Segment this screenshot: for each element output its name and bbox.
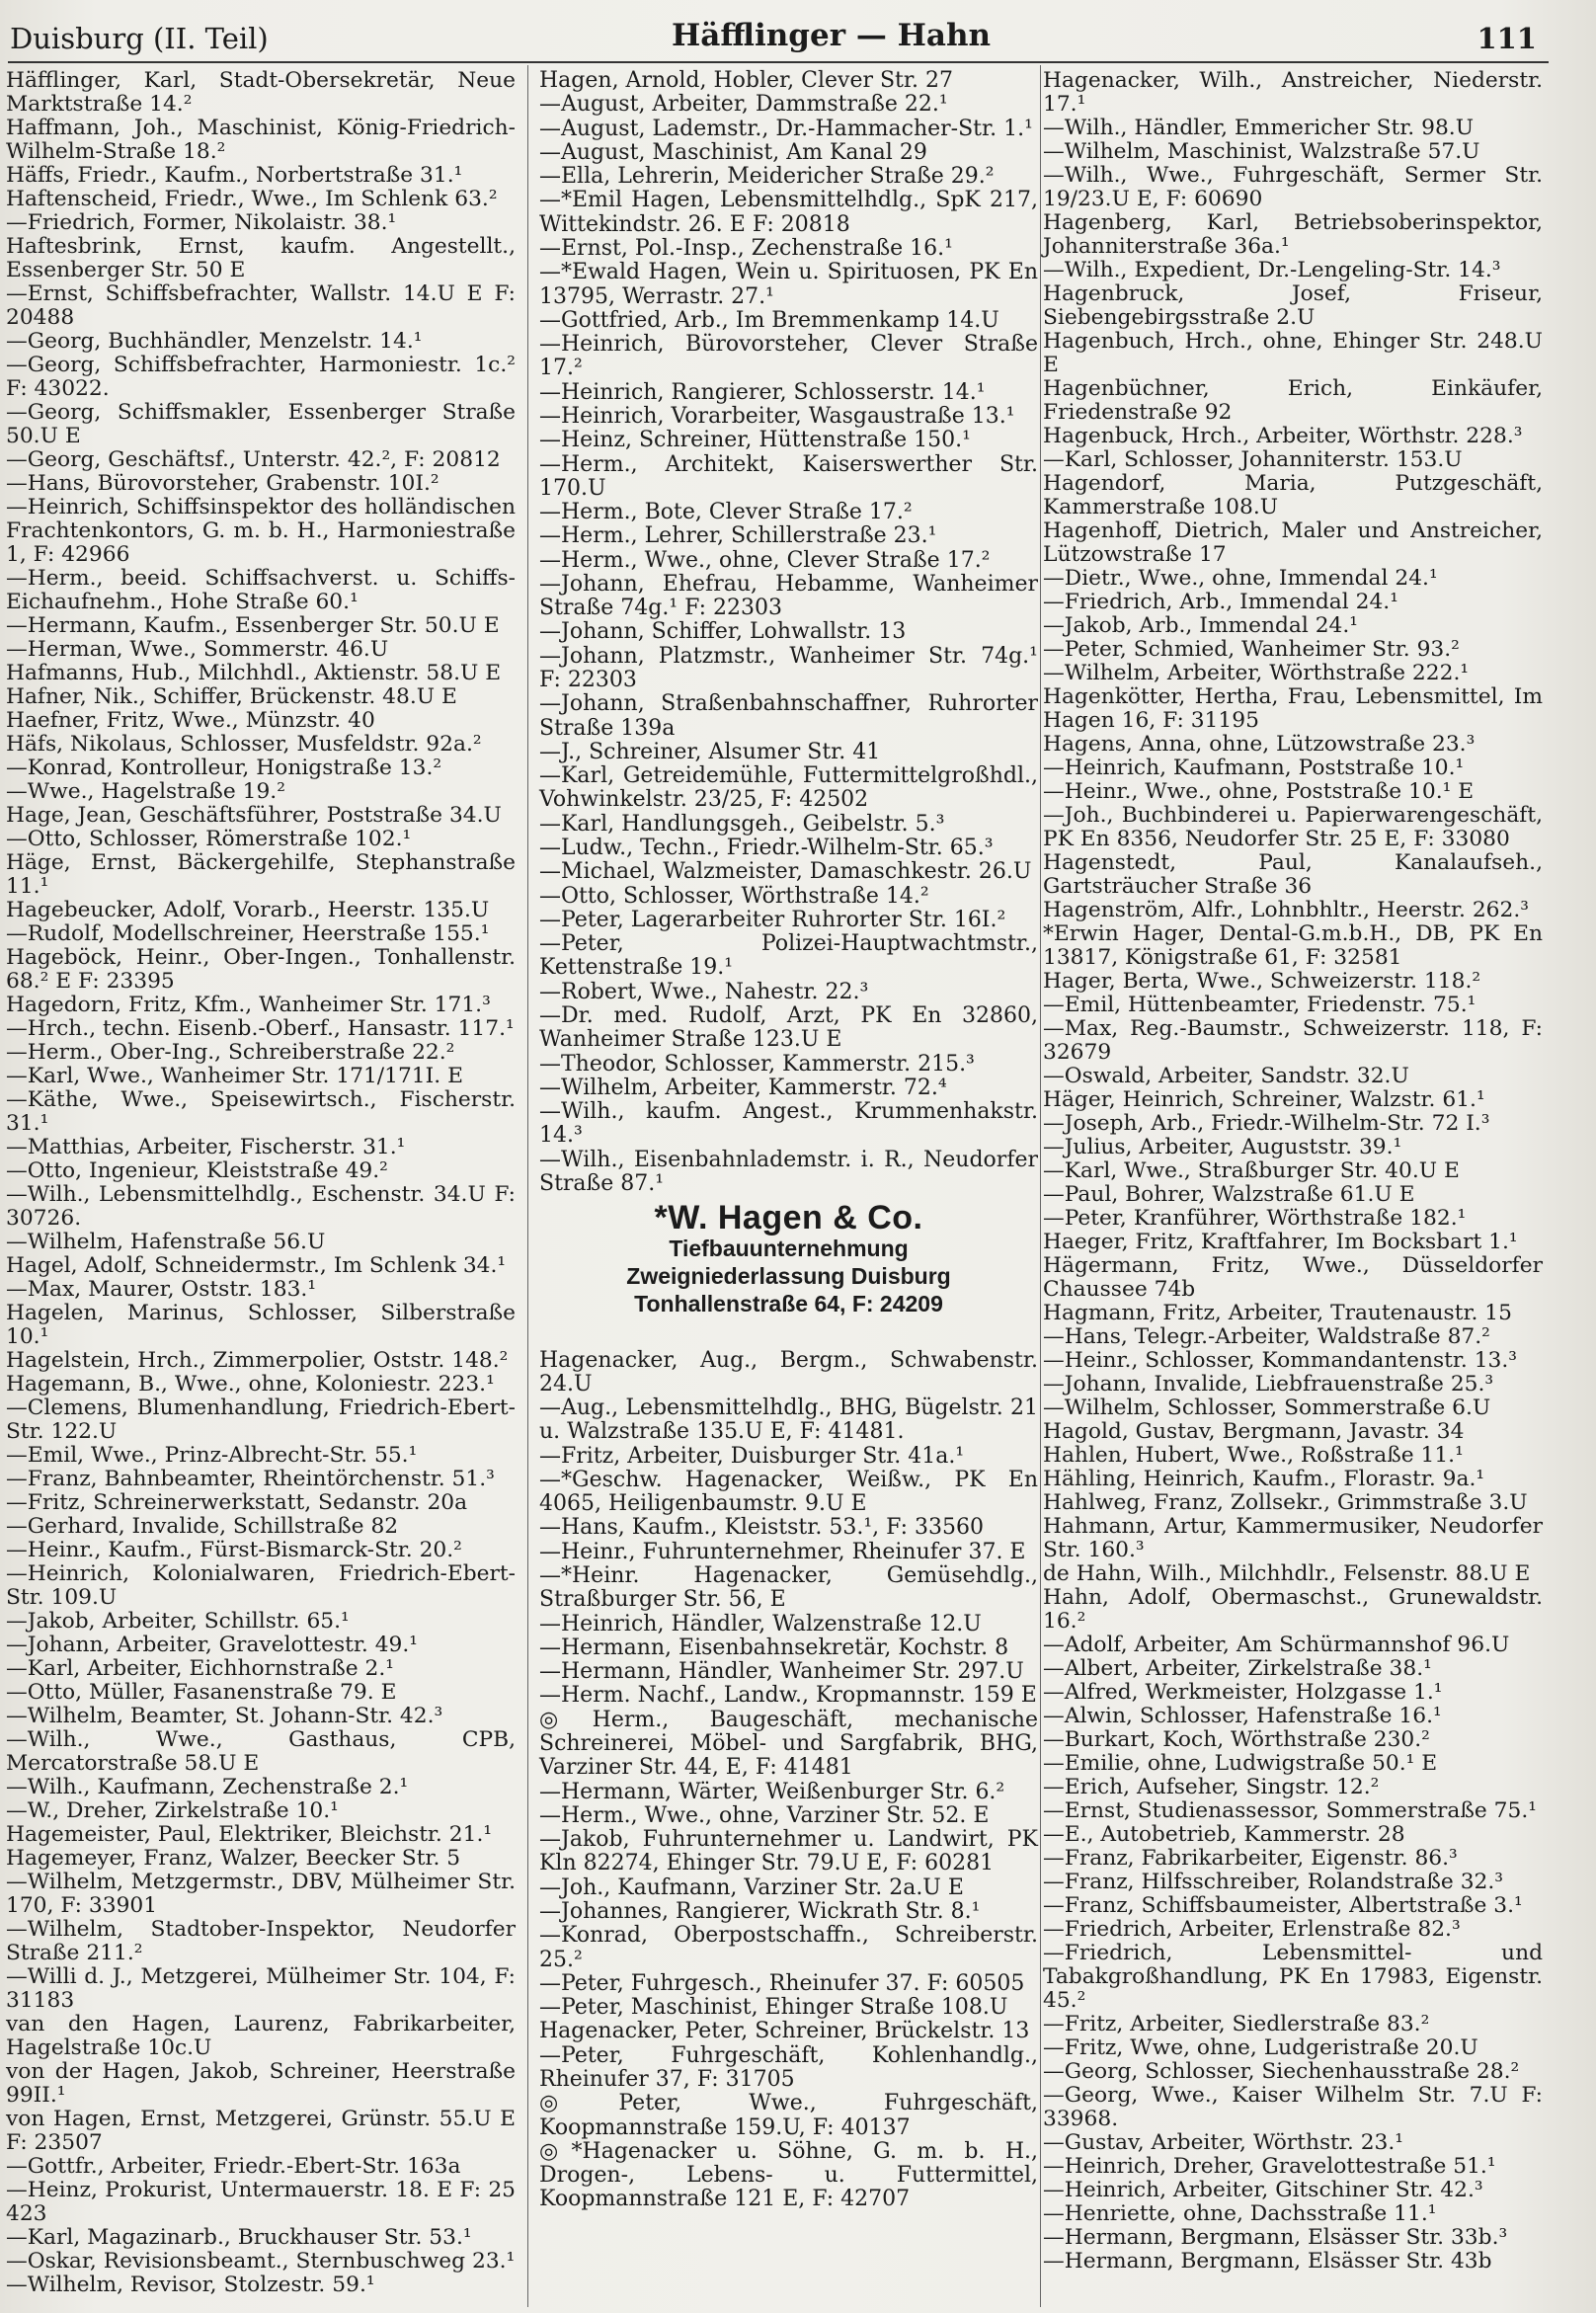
directory-entry: —Peter, Fuhrgeschäft, Kohlenhandlg., Rheinufer 37, F: 31705 — [539, 2042, 1038, 2092]
directory-entry: Hagenstedt, Paul, Kanalaufseh., Gartsträucher Straße 36 — [1043, 850, 1543, 899]
directory-entry: —Peter, Polizei-Hauptwachtmstr., Kettenstraße 19.¹ — [539, 931, 1038, 981]
directory-entry: —Max, Maurer, Oststr. 183.¹ — [6, 1277, 317, 1302]
directory-entry: —Rudolf, Modellschreiner, Heerstraße 155.¹ — [6, 921, 490, 946]
directory-entry: —August, Lademstr., Dr.-Hammacher-Str. 1.¹ — [539, 116, 1033, 141]
directory-entry: —Heinrich, Bürovorsteher, Clever Straße 17.² — [539, 332, 1038, 381]
ad-line-2: Zweigniederlassung Duisburg — [626, 1262, 951, 1289]
directory-entry: —Henriette, ohne, Dachsstraße 11.¹ — [1043, 2201, 1437, 2226]
directory-entry: —Heinz, Prokurist, Untermauerstr. 18. E F: 25 423 — [6, 2178, 516, 2226]
directory-entry: von der Hagen, Jakob, Schreiner, Heerstraße 99II.¹ — [6, 2059, 516, 2108]
directory-entry: Hafner, Nik., Schiffer, Brückenstr. 48.U E — [6, 684, 457, 709]
directory-entry: —Wilh., kaufm. Angest., Krummenhakstr. 14.³ — [539, 1099, 1038, 1149]
directory-entry: —Hermann, Kaufm., Essenberger Str. 50.U E — [6, 613, 500, 638]
directory-entry: Hagenbüchner, Erich, Einkäufer, Friedenstraße 92 — [1043, 376, 1543, 425]
directory-entry: —Friedrich, Former, Nikolaistr. 38.¹ — [6, 210, 397, 235]
column-divider-2 — [1040, 65, 1041, 2307]
directory-entry: —Wilhelm, Metzgermstr., DBV, Mülheimer Str. 170, F: 33901 — [6, 1870, 516, 1918]
directory-entry: Hahn, Adolf, Obermaschst., Grunewaldstr. 16.² — [1043, 1585, 1543, 1634]
column-2-entries — [539, 69, 1038, 1196]
directory-entry: —Herm., Lehrer, Schillerstraße 23.¹ — [539, 523, 937, 549]
directory-entry: —Aug., Lebensmittelhdlg., BHG, Bügelstr. 21 u. Walzstraße 135.U E, F: 41481. — [539, 1396, 1038, 1445]
page-header — [0, 0, 1596, 63]
directory-entry: Haffmann, Joh., Maschinist, König-Friedrich-Wilhelm-Straße 18.² — [6, 116, 516, 164]
directory-entry: —Heinrich, Vorarbeiter, Wasgaustraße 13.¹ — [539, 403, 1015, 429]
directory-entry: —Franz, Schiffsbaumeister, Albertstraße 3.¹ — [1043, 1893, 1523, 1918]
directory-entry: —Clemens, Blumenhandlung, Friedrich-Ebert-Str. 122.U — [6, 1396, 516, 1444]
directory-entry: —Peter, Maschinist, Ehinger Straße 108.U — [539, 1995, 1008, 2021]
ad-title: *W. Hagen & Co. — [654, 1199, 923, 1237]
directory-entry: —Gottfried, Arb., Im Bremmenkamp 14.U — [539, 307, 999, 333]
directory-entry: —Albert, Arbeiter, Zirkelstraße 38.¹ — [1043, 1656, 1432, 1681]
directory-entry: —Ella, Lehrerin, Meidericher Straße 29.² — [539, 164, 995, 190]
directory-entry: von Hagen, Ernst, Metzgerei, Grünstr. 55.U E F: 23507 — [6, 2107, 516, 2155]
directory-entry: —Käthe, Wwe., Speisewirtsch., Fischerstr. 31.¹ — [6, 1087, 516, 1136]
directory-entry: —Wilh., Händler, Emmericher Str. 98.U — [1043, 116, 1475, 140]
directory-entry: Hägermann, Fritz, Wwe., Düsseldorfer Chaussee 74b — [1043, 1253, 1543, 1302]
directory-entry: —Oskar, Revisionsbeamt., Sternbuschweg 23.¹ — [6, 2249, 516, 2273]
directory-entry: —Herm. Nachf., Landw., Kropmannstr. 159 E — [539, 1683, 1037, 1709]
directory-entry: —Karl, Wwe., Straßburger Str. 40.U E — [1043, 1158, 1460, 1183]
directory-entry: —Heinrich, Kaufmann, Poststraße 10.¹ — [1043, 756, 1465, 780]
directory-entry: —Hermann, Wärter, Weißenburger Str. 6.² — [539, 1779, 1005, 1804]
directory-entry: —*Heinr. Hagenacker, Gemüsehdlg., Straßburger Str. 56, E — [539, 1563, 1038, 1613]
directory-entry: —Erich, Aufseher, Singstr. 12.² — [1043, 1775, 1380, 1799]
directory-entry: —Joseph, Arb., Friedr.-Wilhelm-Str. 72 I.³ — [1043, 1111, 1490, 1136]
directory-entry: Hagenkötter, Hertha, Frau, Lebensmittel, Im Hagen 16, F: 31195 — [1043, 684, 1543, 733]
directory-entry: —Georg, Schiffsmakler, Essenberger Straße 50.U E — [6, 400, 516, 448]
directory-entry: Hagenbuch, Hrch., ohne, Ehinger Str. 248.U E — [1043, 329, 1543, 377]
directory-entry: —Adolf, Arbeiter, Am Schürmannshof 96.U — [1043, 1633, 1510, 1657]
directory-entry: —Paul, Bohrer, Walzstraße 61.U E — [1043, 1182, 1415, 1207]
directory-entry: —Johann, Platzmstr., Wanheimer Str. 74g.¹ F: 22303 — [539, 643, 1038, 693]
directory-entry: —Karl, Arbeiter, Eichhornstraße 2.¹ — [6, 1656, 395, 1681]
directory-entry: —Friedrich, Lebensmittel- und Tabakgroßhandlung, PK En 17983, Eigenstr. 45.² — [1043, 1941, 1543, 2013]
directory-entry: —Georg, Wwe., Kaiser Wilhelm Str. 7.U F: 33968. — [1043, 2083, 1543, 2131]
directory-entry: —Fritz, Wwe, ohne, Ludgeristraße 20.U — [1043, 2035, 1478, 2060]
directory-entry: —Karl, Wwe., Wanheimer Str. 171/171I. E — [6, 1064, 463, 1088]
directory-entry: —Fritz, Arbeiter, Siedlerstraße 83.² — [1043, 2012, 1430, 2036]
directory-entry: —August, Maschinist, Am Kanal 29 — [539, 139, 927, 165]
directory-entry: —Hermann, Bergmann, Elsässer Str. 43b — [1043, 2249, 1492, 2273]
directory-entry: —Alfred, Werkmeister, Holzgasse 1.¹ — [1043, 1680, 1443, 1705]
directory-entry: —Karl, Handlungsgeh., Geibelstr. 5.³ — [539, 811, 945, 837]
directory-entry: ◎*Hagenacker u. Söhne, G. m. b. H., Drogen-, Lebens- u. Futtermittel, Koopmannstraße 121 E, F: 42707 — [539, 2138, 1038, 2212]
directory-entry: —Wilh., Kaufmann, Zechenstraße 2.¹ — [6, 1775, 409, 1799]
directory-entry: —Karl, Getreidemühle, Futtermittelgroßhdl., Vohwinkelstr. 23/25, F: 42502 — [539, 763, 1038, 813]
directory-entry: —Heinr., Fuhrunternehmer, Rheinufer 37. E — [539, 1539, 1026, 1564]
directory-entry: —Robert, Wwe., Nahestr. 22.³ — [539, 979, 869, 1004]
directory-entry: Haftenscheid, Friedr., Wwe., Im Schlenk 63.² — [6, 187, 498, 211]
directory-entry: van den Hagen, Laurenz, Fabrikarbeiter, Hagelstraße 10c.U — [6, 2012, 516, 2060]
directory-entry: —Johann, Arbeiter, Gravelottestr. 49.¹ — [6, 1633, 419, 1657]
directory-entry: Hager, Berta, Wwe., Schweizerstr. 118.² — [1043, 969, 1481, 994]
directory-entry: —Gerhard, Invalide, Schillstraße 82 — [6, 1514, 399, 1539]
directory-entry: —Emil, Hüttenbeamter, Friedenstr. 75.¹ — [1043, 993, 1476, 1017]
directory-entry: Hagens, Anna, ohne, Lützowstraße 23.³ — [1043, 732, 1476, 757]
directory-entry: —Herm., Ober-Ing., Schreiberstraße 22.² — [6, 1040, 455, 1065]
directory-entry: Hagemeister, Paul, Elektriker, Bleichstr. 21.¹ — [6, 1822, 493, 1847]
directory-entry: Häffs, Friedr., Kaufm., Norbertstraße 31.¹ — [6, 163, 463, 188]
directory-entry: —Franz, Fabrikarbeiter, Eigenstr. 86.³ — [1043, 1846, 1458, 1871]
advertisement-hagen-co — [539, 1199, 1038, 1316]
directory-entry: —Fritz, Schreinerwerkstatt, Sedanstr. 20a — [6, 1490, 468, 1515]
directory-entry: —Heinr., Schlosser, Kommandantenstr. 13.³ — [1043, 1348, 1518, 1373]
directory-entry: —Karl, Magazinarb., Bruckhauser Str. 53.¹ — [6, 2225, 472, 2250]
directory-entry: —Heinz, Schreiner, Hüttenstraße 150.¹ — [539, 428, 971, 453]
directory-entry: —Friedrich, Arb., Immendal 24.¹ — [1043, 590, 1398, 614]
directory-entry: —Peter, Lagerarbeiter Ruhrorter Str. 16I.² — [539, 907, 1006, 932]
directory-entry: —E., Autobetrieb, Kammerstr. 28 — [1043, 1822, 1405, 1847]
directory-entry: —Ernst, Pol.-Insp., Zechenstraße 16.¹ — [539, 235, 953, 261]
directory-entry: Haefner, Fritz, Wwe., Münzstr. 40 — [6, 708, 375, 733]
directory-entry: —Herm., Architekt, Kaiserswerther Str. 170.U — [539, 451, 1038, 501]
column-divider-1 — [527, 65, 528, 2307]
directory-entry: —Hans, Telegr.-Arbeiter, Waldstraße 87.² — [1043, 1324, 1490, 1349]
directory-entry: Hagedorn, Fritz, Kfm., Wanheimer Str. 171.³ — [6, 993, 491, 1017]
directory-entry: —Wilh., Wwe., Fuhrgeschäft, Sermer Str. 19/23.U E, F: 60690 — [1043, 163, 1543, 211]
directory-entry: —Wilh., Lebensmittelhdlg., Eschenstr. 34.U F: 30726. — [6, 1182, 516, 1231]
directory-entry: —Gottfr., Arbeiter, Friedr.-Ebert-Str. 163a — [6, 2154, 461, 2179]
directory-entry: —Ernst, Studienassessor, Sommerstraße 75.¹ — [1043, 1798, 1537, 1823]
header-name-range: Häfflinger — Hahn — [672, 18, 992, 53]
directory-entry: —Jakob, Arb., Immendal 24.¹ — [1043, 613, 1359, 638]
directory-entry: —Heinrich, Rangierer, Schlosserstr. 14.¹ — [539, 379, 986, 405]
directory-entry: Hagemeyer, Franz, Walzer, Beecker Str. 5 — [6, 1846, 461, 1871]
directory-entry: —Johann, Schiffer, Lohwallstr. 13 — [539, 619, 907, 645]
directory-entry: —Heinrich, Dreher, Gravelottestraße 51.¹ — [1043, 2154, 1496, 2179]
directory-entry: Hagen, Arnold, Hobler, Clever Str. 27 — [539, 68, 953, 93]
page-number: 111 — [1476, 22, 1537, 55]
directory-entry: —Herm., Bote, Clever Straße 17.² — [539, 500, 913, 525]
directory-entry: —Willi d. J., Metzgerei, Mülheimer Str. 104, F: 31183 — [6, 1964, 516, 2013]
directory-entry: —W., Dreher, Zirkelstraße 10.¹ — [6, 1798, 339, 1823]
directory-entry: —Heinrich, Händler, Walzenstraße 12.U — [539, 1611, 982, 1636]
header-rule — [8, 61, 1549, 63]
directory-entry: —Wilh., Expedient, Dr.-Lengeling-Str. 14.³ — [1043, 258, 1501, 282]
directory-entry: —Hermann, Bergmann, Elsässer Str. 33b.³ — [1043, 2225, 1508, 2250]
directory-entry: Hahlen, Hubert, Wwe., Roßstraße 11.¹ — [1043, 1443, 1464, 1468]
directory-entry: —Georg, Buchhändler, Menzelstr. 14.¹ — [6, 329, 423, 354]
directory-entry: —*Ewald Hagen, Wein u. Spirituosen, PK En 13795, Werrastr. 27.¹ — [539, 260, 1038, 309]
column-1-entries — [6, 69, 516, 2297]
directory-entry: Hagenacker, Aug., Bergm., Schwabenstr. 24.U — [539, 1347, 1038, 1396]
header-city: Duisburg (II. Teil) — [10, 22, 269, 55]
directory-entry: Hagel, Adolf, Schneidermstr., Im Schlenk 34.¹ — [6, 1253, 507, 1278]
directory-entry: —Dietr., Wwe., ohne, Immendal 24.¹ — [1043, 566, 1438, 591]
directory-entry: de Hahn, Wilh., Milchhdlr., Felsenstr. 88.U E — [1043, 1561, 1531, 1586]
directory-entry: Hagebeucker, Adolf, Vorarb., Heerstr. 135.U — [6, 898, 490, 922]
directory-entry: —Jakob, Fuhrunternehmer u. Landwirt, PK Kln 82274, Ehinger Str. 79.U E, F: 60281 — [539, 1827, 1038, 1876]
directory-entry: —Hermann, Händler, Wanheimer Str. 297.U — [539, 1659, 1024, 1685]
directory-entry: —J., Schreiner, Alsumer Str. 41 — [539, 739, 881, 764]
directory-entry: —Wilh., Wwe., Gasthaus, CPB, Mercatorstraße 58.U E — [6, 1727, 516, 1776]
directory-entry: Häger, Heinrich, Schreiner, Walzstr. 61.¹ — [1043, 1087, 1485, 1112]
directory-entry: ◎Peter, Wwe., Fuhrgeschäft, Koopmannstraße 159.U, F: 40137 — [539, 2091, 1038, 2140]
directory-entry: —Hrch., techn. Eisenb.-Oberf., Hansastr. 117.¹ — [6, 1016, 515, 1041]
directory-entry: —Ernst, Schiffsbefrachter, Wallstr. 14.U E F: 20488 — [6, 281, 516, 330]
directory-entry: —Heinr., Wwe., ohne, Poststraße 10.¹ E — [1043, 779, 1475, 804]
column-2 — [539, 69, 1038, 2212]
directory-entry: Hagmann, Fritz, Arbeiter, Trautenaustr. 15 — [1043, 1301, 1512, 1325]
directory-entry: Hahmann, Artur, Kammermusiker, Neudorfer Str. 160.³ — [1043, 1514, 1543, 1562]
directory-entry: —Wilhelm, Beamter, St. Johann-Str. 42.³ — [6, 1704, 443, 1728]
directory-entry: —Ludw., Techn., Friedr.-Wilhelm-Str. 65.³ — [539, 836, 994, 860]
directory-entry: Hagenström, Alfr., Lohnbhltr., Heerstr. 262.³ — [1043, 898, 1529, 922]
directory-entry: —Michael, Walzmeister, Damaschkestr. 26.U — [539, 859, 1032, 885]
directory-entry: —*Emil Hagen, Lebensmittelhdlg., SpK 217, Wittekindstr. 26. E F: 20818 — [539, 188, 1038, 237]
directory-entry: —Karl, Schlosser, Johanniterstr. 153.U — [1043, 447, 1463, 472]
column-1 — [6, 69, 516, 2297]
directory-entry: —Herm., Wwe., ohne, Varziner Str. 52. E — [539, 1802, 990, 1828]
directory-entry: Hagenbruck, Josef, Friseur, Siebengebirgsstraße 2.U — [1043, 281, 1543, 330]
directory-entry: —Herm., Wwe., ohne, Clever Straße 17.² — [539, 547, 991, 573]
directory-entry: —Fritz, Arbeiter, Duisburger Str. 41a.¹ — [539, 1443, 965, 1469]
directory-entry: —Heinr., Kaufm., Fürst-Bismarck-Str. 20.² — [6, 1538, 462, 1562]
directory-entry: —Wilhelm, Maschinist, Walzstraße 57.U — [1043, 139, 1480, 164]
directory-entry: —Burkart, Koch, Wörthstraße 230.² — [1043, 1727, 1430, 1752]
directory-entry: —Konrad, Oberpostschaffn., Schreiberstr. 25.² — [539, 1923, 1038, 1972]
directory-entry: Hagenhoff, Dietrich, Maler und Anstreicher, Lützowstraße 17 — [1043, 518, 1543, 567]
directory-entry: —Johann, Straßenbahnschaffner, Ruhrorter Straße 139a — [539, 691, 1038, 741]
directory-entry: —Julius, Arbeiter, Auguststr. 39.¹ — [1043, 1135, 1402, 1159]
directory-entry: Haeger, Fritz, Kraftfahrer, Im Bocksbart 1.¹ — [1043, 1230, 1518, 1254]
directory-entry: —Otto, Müller, Fasanenstraße 79. E — [6, 1680, 397, 1705]
directory-entry: —Gustav, Arbeiter, Wörthstr. 23.¹ — [1043, 2130, 1404, 2155]
directory-entry: —Hermann, Eisenbahnsekretär, Kochstr. 8 — [539, 1635, 1009, 1660]
directory-entry: —Emil, Wwe., Prinz-Albrecht-Str. 55.¹ — [6, 1443, 418, 1468]
directory-entry: Hageböck, Heinr., Ober-Ingen., Tonhallenstr. 68.² E F: 23395 — [6, 945, 516, 994]
directory-entry: —Wilhelm, Arbeiter, Kammerstr. 72.⁴ — [539, 1075, 947, 1100]
directory-entry: —Heinrich, Kolonialwaren, Friedrich-Ebert-Str. 109.U — [6, 1561, 516, 1610]
directory-entry: —Friedrich, Arbeiter, Erlenstraße 82.³ — [1043, 1917, 1461, 1942]
directory-entry: —Hans, Bürovorsteher, Grabenstr. 10I.² — [6, 471, 439, 496]
directory-entry: —Theodor, Schlosser, Kammerstr. 215.³ — [539, 1051, 975, 1077]
directory-entry: Hagenacker, Peter, Schreiner, Brückelstr. 13 — [539, 2019, 1030, 2044]
directory-entry: Häge, Ernst, Bäckergehilfe, Stephanstraße 11.¹ — [6, 850, 516, 899]
column-3-entries — [1043, 69, 1543, 2273]
directory-entry: Hahlweg, Franz, Zollsekr., Grimmstraße 3.U — [1043, 1490, 1528, 1515]
ad-line-3: Tonhallenstraße 64, F: 24209 — [634, 1290, 943, 1316]
directory-entry: —Joh., Kaufmann, Varziner Str. 2a.U E — [539, 1874, 964, 1900]
directory-entry: —Johannes, Rangierer, Wickrath Str. 8.¹ — [539, 1898, 981, 1924]
directory-entry: —Peter, Schmied, Wanheimer Str. 93.² — [1043, 637, 1460, 662]
directory-entry: —Franz, Hilfsschreiber, Rolandstraße 32.³ — [1043, 1870, 1504, 1894]
directory-entry: —Jakob, Arbeiter, Schillstr. 65.¹ — [6, 1609, 350, 1634]
directory-entry: —Heinrich, Arbeiter, Gitschiner Str. 42.³ — [1043, 2178, 1483, 2202]
directory-entry: Hähling, Heinrich, Kaufm., Florastr. 9a.¹ — [1043, 1467, 1485, 1491]
directory-entry: Haftesbrink, Ernst, kaufm. Angestellt., Essenberger Str. 50 E — [6, 234, 516, 282]
directory-entry: —August, Arbeiter, Dammstraße 22.¹ — [539, 92, 948, 118]
directory-entry: Hagenberg, Karl, Betriebsoberinspektor, Johanniterstraße 36a.¹ — [1043, 210, 1543, 259]
directory-entry: Häfflinger, Karl, Stadt-Obersekretär, Neue Marktstraße 14.² — [6, 68, 516, 117]
directory-entry: Hagendorf, Maria, Putzgeschäft, Kammerstraße 108.U — [1043, 471, 1543, 519]
directory-entry: —Georg, Schiffsbefrachter, Harmoniestr. 1c.² F: 43022. — [6, 353, 516, 401]
directory-entry: —Oswald, Arbeiter, Sandstr. 32.U — [1043, 1064, 1409, 1088]
directory-entry: —Peter, Kranführer, Wörthstraße 182.¹ — [1043, 1206, 1467, 1231]
directory-entry: —Otto, Ingenieur, Kleiststraße 49.² — [6, 1158, 388, 1183]
ad-line-1: Tiefbauunternehmung — [669, 1235, 909, 1261]
directory-entry: —Heinrich, Schiffsinspektor des holländischen Frachtenkontors, G. m. b. H., Harmoniestraße 1, F: 42966 — [6, 495, 516, 567]
directory-entry: Hagenacker, Wilh., Anstreicher, Niederstr. 17.¹ — [1043, 68, 1543, 117]
directory-entry: —Emilie, ohne, Ludwigstraße 50.¹ E — [1043, 1751, 1438, 1776]
column-2-entries-after — [539, 1349, 1038, 2212]
directory-entry: —Otto, Schlosser, Wörthstraße 14.² — [539, 883, 929, 909]
directory-entry: —Joh., Buchbinderei u. Papierwarengeschäft, PK En 8356, Neudorfer Str. 25 E, F: 33080 — [1043, 803, 1543, 851]
directory-entry: —Alwin, Schlosser, Hafenstraße 16.¹ — [1043, 1704, 1442, 1728]
directory-entry: Hagemann, B., Wwe., ohne, Koloniestr. 223.¹ — [6, 1372, 495, 1396]
directory-entry: —*Geschw. Hagenacker, Weißw., PK En 4065, Heiligenbaumstr. 9.U E — [539, 1467, 1038, 1517]
directory-entry: —Konrad, Kontrolleur, Honigstraße 13.² — [6, 756, 442, 780]
directory-entry: —Dr. med. Rudolf, Arzt, PK En 32860, Wanheimer Straße 123.U E — [539, 1002, 1038, 1053]
directory-entry: —Otto, Schlosser, Römerstraße 102.¹ — [6, 827, 412, 851]
directory-entry: —Wilhelm, Stadtober-Inspektor, Neudorfer Straße 211.² — [6, 1917, 516, 1965]
directory-entry: —Johann, Ehefrau, Hebamme, Wanheimer Straße 74g.¹ F: 22303 — [539, 571, 1038, 621]
directory-entry: —Max, Reg.-Baumstr., Schweizerstr. 118, F: 32679 — [1043, 1016, 1543, 1065]
directory-entry: Häfs, Nikolaus, Schlosser, Musfeldstr. 92a.² — [6, 732, 482, 757]
directory-entry: —Wilhelm, Schlosser, Sommerstraße 6.U — [1043, 1396, 1491, 1420]
directory-entry: —Georg, Schlosser, Siechenhausstraße 28.² — [1043, 2059, 1520, 2084]
directory-entry: —Herman, Wwe., Sommerstr. 46.U — [6, 637, 389, 662]
directory-entry: —Wilhelm, Arbeiter, Wörthstraße 222.¹ — [1043, 661, 1470, 685]
directory-entry: ◎Herm., Baugeschäft, mechanische Schreinerei, Möbel- und Sargfabrik, BHG, Varziner Str. 44, E, F: 41481 — [539, 1707, 1038, 1781]
directory-entry: —Georg, Geschäftsf., Unterstr. 42.², F: 20812 — [6, 447, 501, 472]
directory-entry: Hafmanns, Hub., Milchhdl., Aktienstr. 58.U E — [6, 661, 502, 685]
directory-entry: Hage, Jean, Geschäftsführer, Poststraße 34.U — [6, 803, 502, 828]
directory-entry: Hagold, Gustav, Bergmann, Javastr. 34 — [1043, 1419, 1465, 1444]
directory-entry: —Hans, Kaufm., Kleiststr. 53.¹, F: 33560 — [539, 1515, 984, 1541]
directory-entry: —Matthias, Arbeiter, Fischerstr. 31.¹ — [6, 1135, 406, 1159]
directory-entry: —Johann, Invalide, Liebfrauenstraße 25.³ — [1043, 1372, 1494, 1396]
directory-entry: Hagelen, Marinus, Schlosser, Silberstraße 10.¹ — [6, 1301, 516, 1349]
directory-entry: —Wilhelm, Revisor, Stolzestr. 59.¹ — [6, 2273, 375, 2297]
directory-entry: Hagenbuck, Hrch., Arbeiter, Wörthstr. 228.³ — [1043, 424, 1523, 448]
directory-entry: *Erwin Hager, Dental-G.m.b.H., DB, PK En 13817, Königstraße 61, F: 32581 — [1043, 921, 1543, 970]
column-3 — [1043, 69, 1543, 2273]
directory-entry: —Wilh., Eisenbahnlademstr. i. R., Neudorfer Straße 87.¹ — [539, 1147, 1038, 1196]
directory-entry: —Peter, Fuhrgesch., Rheinufer 37. F: 60505 — [539, 1970, 1025, 1996]
directory-entry: —Wilhelm, Hafenstraße 56.U — [6, 1230, 326, 1254]
directory-entry: —Herm., beeid. Schiffsachverst. u. Schiffs-Eichaufnehm., Hohe Straße 60.¹ — [6, 566, 516, 614]
directory-entry: Hagelstein, Hrch., Zimmerpolier, Oststr. 148.² — [6, 1348, 509, 1373]
directory-entry: —Wwe., Hagelstraße 19.² — [6, 779, 285, 804]
directory-entry: —Franz, Bahnbeamter, Rheintörchenstr. 51.³ — [6, 1467, 495, 1491]
